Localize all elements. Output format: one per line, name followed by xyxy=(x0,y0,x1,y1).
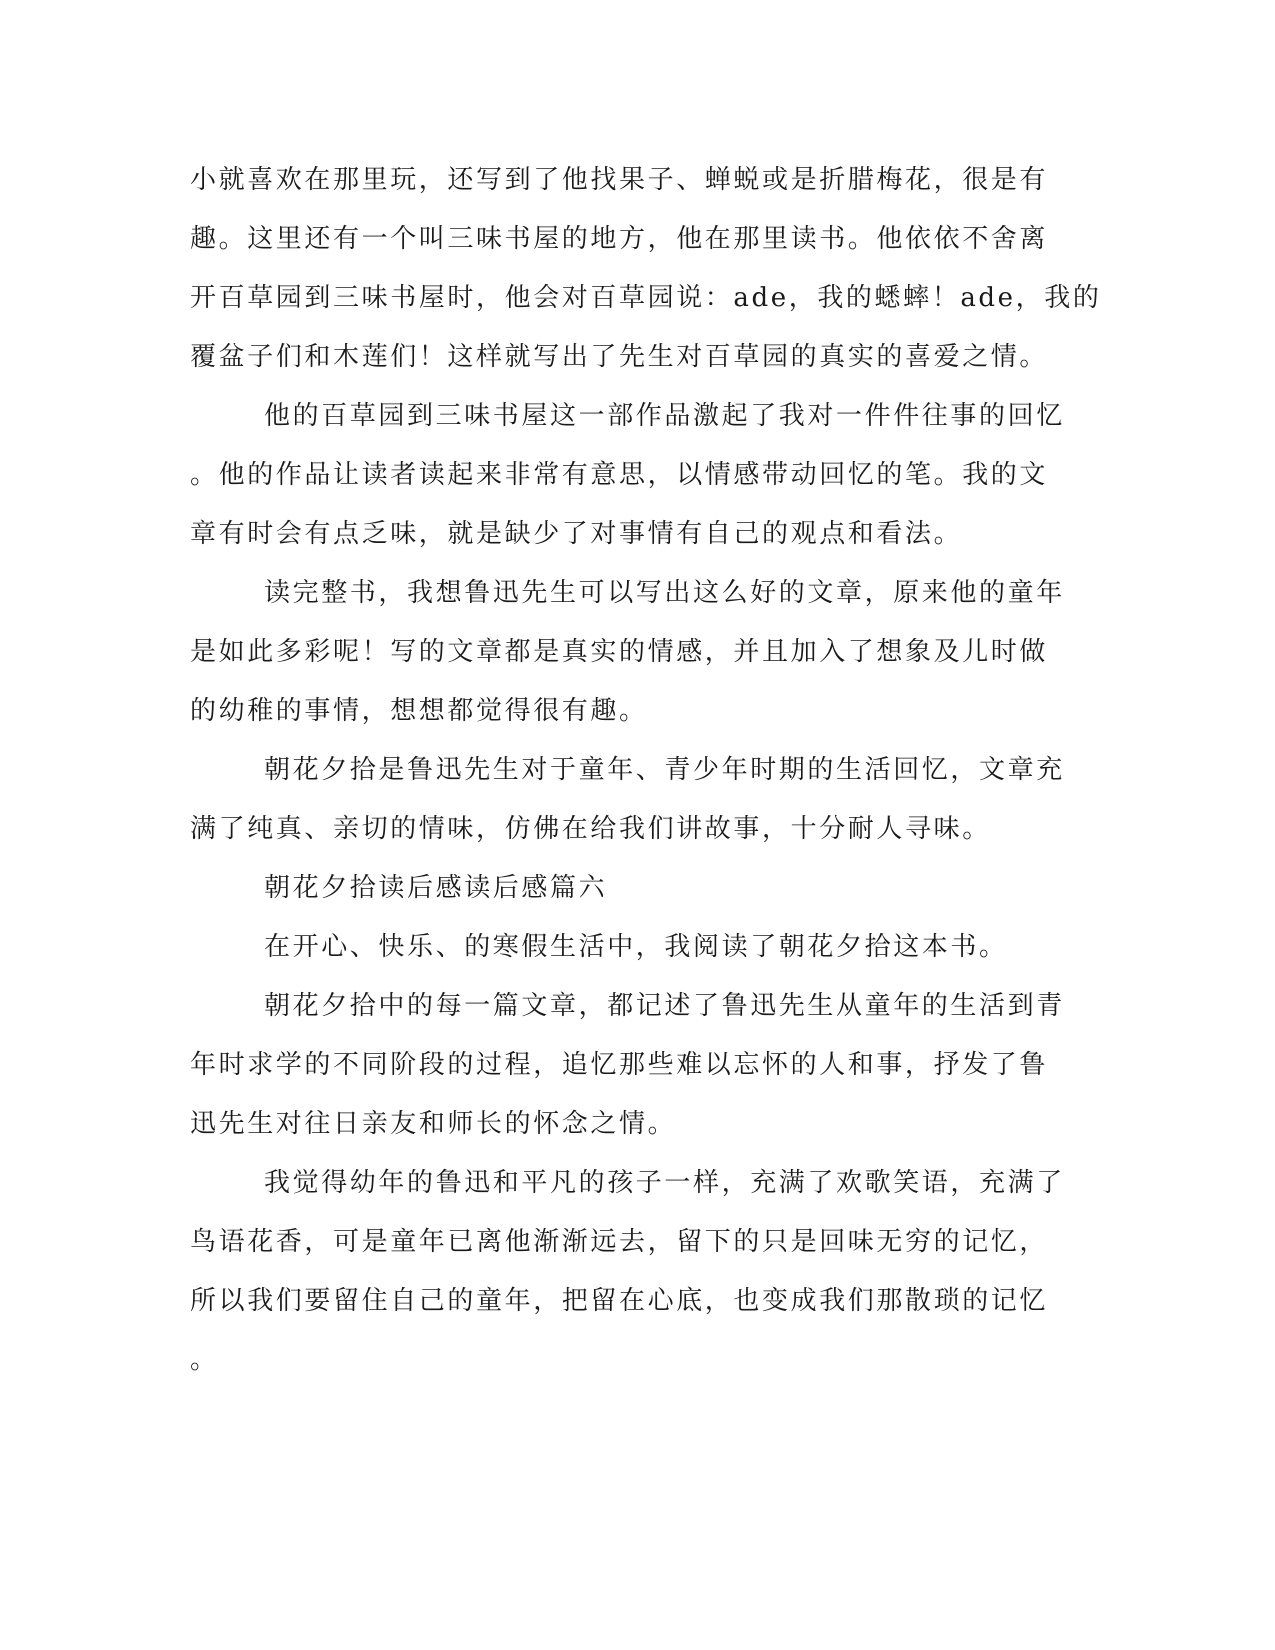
text-line: 。他的作品让读者读起来非常有意思，以情感带动回忆的笔。我的文 xyxy=(190,460,1049,490)
section-heading: 朝花夕拾读后感读后感篇六 xyxy=(264,873,608,903)
text-line: 覆盆子们和木莲们！这样就写出了先生对百草园的真实的喜爱之情。 xyxy=(190,342,1049,372)
text-line: 小就喜欢在那里玩，还写到了他找果子、蝉蜕或是折腊梅花，很是有 xyxy=(190,165,1049,195)
paragraph-first-line: 朝花夕拾中的每一篇文章，都记述了鲁迅先生从童年的生活到青 xyxy=(264,991,1065,1021)
paragraph-first-line: 我觉得幼年的鲁迅和平凡的孩子一样，充满了欢歌笑语，充满了 xyxy=(264,1168,1065,1198)
text-line: 趣。这里还有一个叫三味书屋的地方，他在那里读书。他依依不舍离 xyxy=(190,224,1049,254)
text-line: 的幼稚的事情，想想都觉得很有趣。 xyxy=(190,696,648,726)
text-line: 鸟语花香，可是童年已离他渐渐远去，留下的只是回味无穷的记忆， xyxy=(190,1227,1049,1257)
text-line: 是如此多彩呢！写的文章都是真实的情感，并且加入了想象及儿时做 xyxy=(190,637,1049,667)
text-line: 年时求学的不同阶段的过程，追忆那些难以忘怀的人和事，抒发了鲁 xyxy=(190,1050,1049,1080)
text-line: 开百草园到三味书屋时，他会对百草园说：ade，我的蟋蟀！ade，我的 xyxy=(190,283,1102,313)
paragraph-first-line: 朝花夕拾是鲁迅先生对于童年、青少年时期的生活回忆，文章充 xyxy=(264,755,1065,785)
paragraph-first-line: 读完整书，我想鲁迅先生可以写出这么好的文章，原来他的童年 xyxy=(264,578,1065,608)
text-line: 迅先生对往日亲友和师长的怀念之情。 xyxy=(190,1109,677,1139)
text-line: 所以我们要留住自己的童年，把留在心底，也变成我们那散琐的记忆 xyxy=(190,1286,1049,1316)
text-line: 满了纯真、亲切的情味，仿佛在给我们讲故事，十分耐人寻味。 xyxy=(190,814,991,844)
paragraph-first-line: 他的百草园到三味书屋这一部作品激起了我对一件件往事的回忆 xyxy=(264,401,1065,431)
paragraph-first-line: 在开心、快乐、的寒假生活中，我阅读了朝花夕拾这本书。 xyxy=(264,932,1008,962)
text-line: 。 xyxy=(190,1345,219,1375)
text-line: 章有时会有点乏味，就是缺少了对事情有自己的观点和看法。 xyxy=(190,519,963,549)
